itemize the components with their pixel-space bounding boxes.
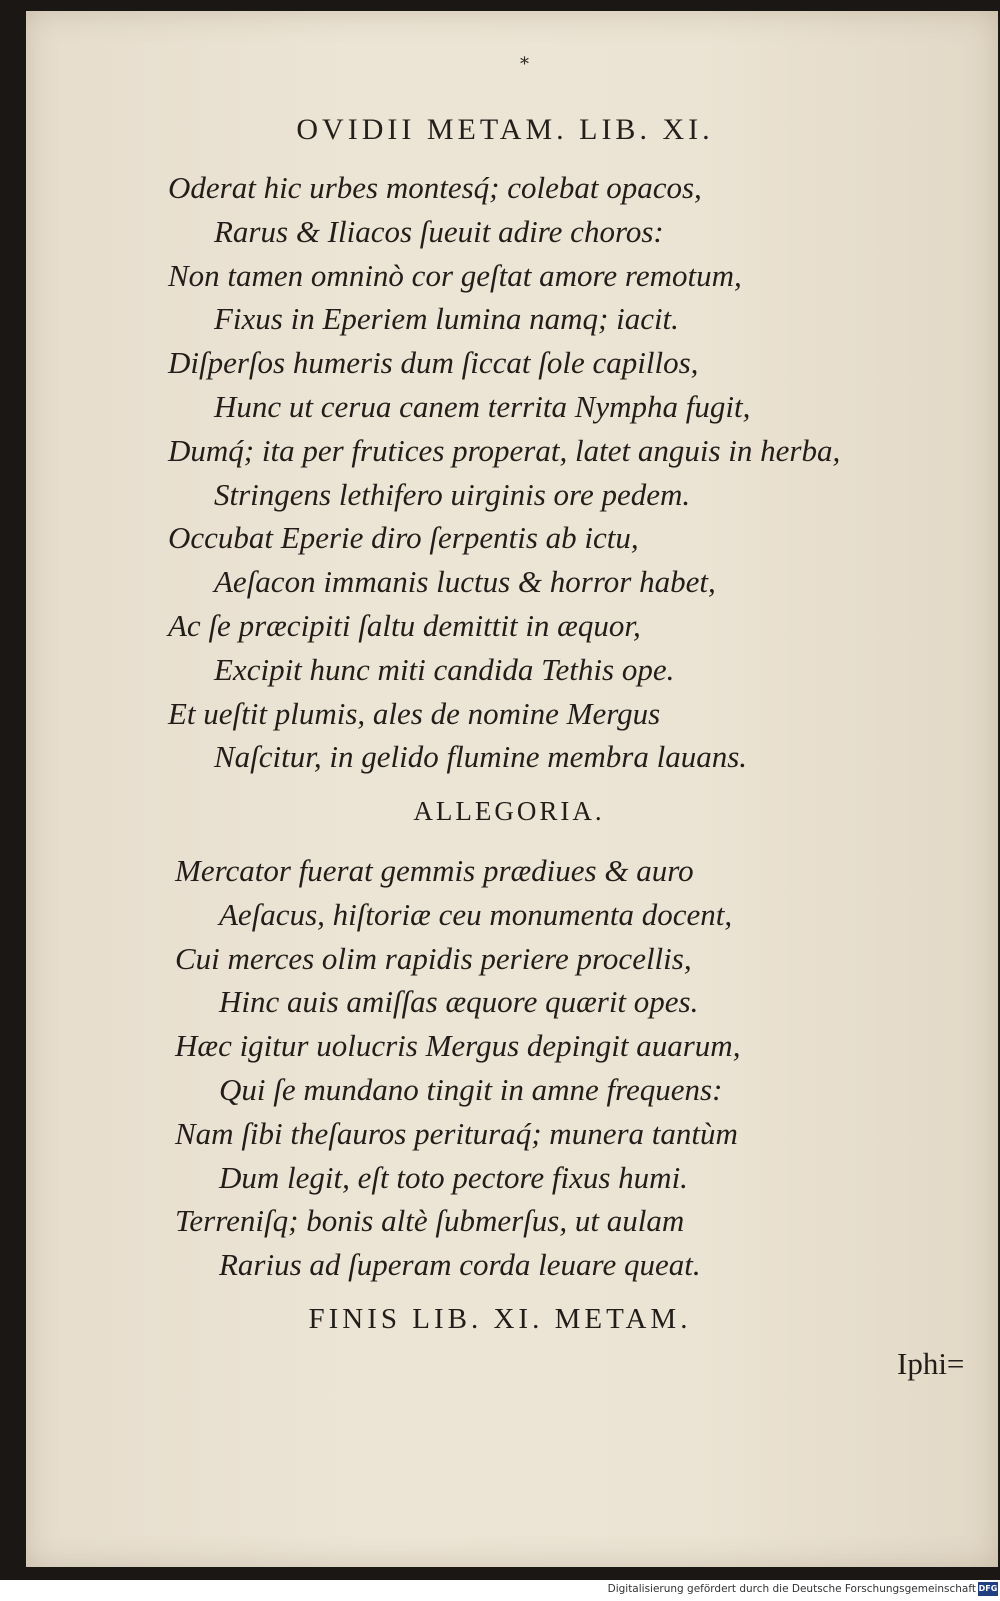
verse-line: Hæc igitur uolucris Mergus depingit auarum,: [175, 1028, 741, 1064]
verse-line: Et ueſtit plumis, ales de nomine Mergus: [168, 695, 661, 731]
verse-line: Rarius ad ſuperam corda leuare queat.: [219, 1247, 701, 1283]
verse-line: Dumq́; ita per frutices properat, latet anguis in herba,: [168, 432, 841, 468]
verse-line: Fixus in Eperiem lumina namq; iacit.: [214, 301, 679, 337]
verse-block-allegory: [0, 849, 1000, 1287]
verse-line: Cui merces olim rapidis periere procellis,: [175, 940, 692, 976]
verse-line: Qui ſe mundano tingit in amne frequens:: [219, 1071, 723, 1107]
verse-line: Dum legit, eſt toto pectore fixus humi.: [219, 1159, 688, 1195]
page-ornament: ⁎: [520, 48, 529, 69]
verse-line: Aeſacus, hiſtoriæ ceu monumenta docent,: [219, 896, 733, 932]
catchword: Iphi=: [897, 1346, 965, 1381]
finis-line: FINIS LIB. XI. METAM.: [308, 1303, 692, 1335]
verse-line: Hinc auis amiſſas æquore quærit opes.: [219, 984, 699, 1020]
verse-line: Hunc ut cerua canem territa Nympha fugit,: [214, 388, 751, 424]
verse-line: Nam ſibi theſauros perituraq́; munera tantùm: [175, 1115, 738, 1151]
verse-line: Mercator fuerat gemmis prædiues & auro: [175, 853, 694, 888]
verse-line: Rarus & Iliacos ſueuit adire choros:: [214, 213, 664, 249]
dfg-logo: DFG: [978, 1582, 998, 1596]
verse-line: Naſcitur, in gelido flumine membra lauans.: [214, 739, 748, 775]
section-heading: ALLEGORIA.: [413, 796, 605, 826]
verse-line: Occubat Eperie diro ſerpentis ab ictu,: [168, 520, 639, 556]
verse-line: Stringens lethifero uirginis ore pedem.: [214, 476, 691, 512]
running-head: OVIDII METAM. LIB. XI.: [296, 113, 714, 146]
verse-line: Oderat hic urbes montesq́; colebat opacos,: [168, 170, 702, 205]
funding-credit: Digitalisierung gefördert durch die Deutsche Forschungsgemeinschaft: [607, 1583, 976, 1595]
verse-line: Diſperſos humeris dum ſiccat ſole capillos,: [168, 345, 699, 381]
verse-line: Excipit hunc miti candida Tethis ope.: [214, 651, 675, 687]
verse-line: Ac ſe præcipiti ſaltu demittit in æquor,: [168, 607, 641, 643]
verse-line: Terreniſq; bonis altè ſubmerſus, ut aulam: [175, 1203, 685, 1239]
verse-block-fable: [0, 166, 1000, 779]
verse-line: Aeſacon immanis luctus & horror habet,: [214, 564, 716, 600]
verse-line: Non tamen omninò cor geſtat amore remotum,: [168, 257, 742, 293]
